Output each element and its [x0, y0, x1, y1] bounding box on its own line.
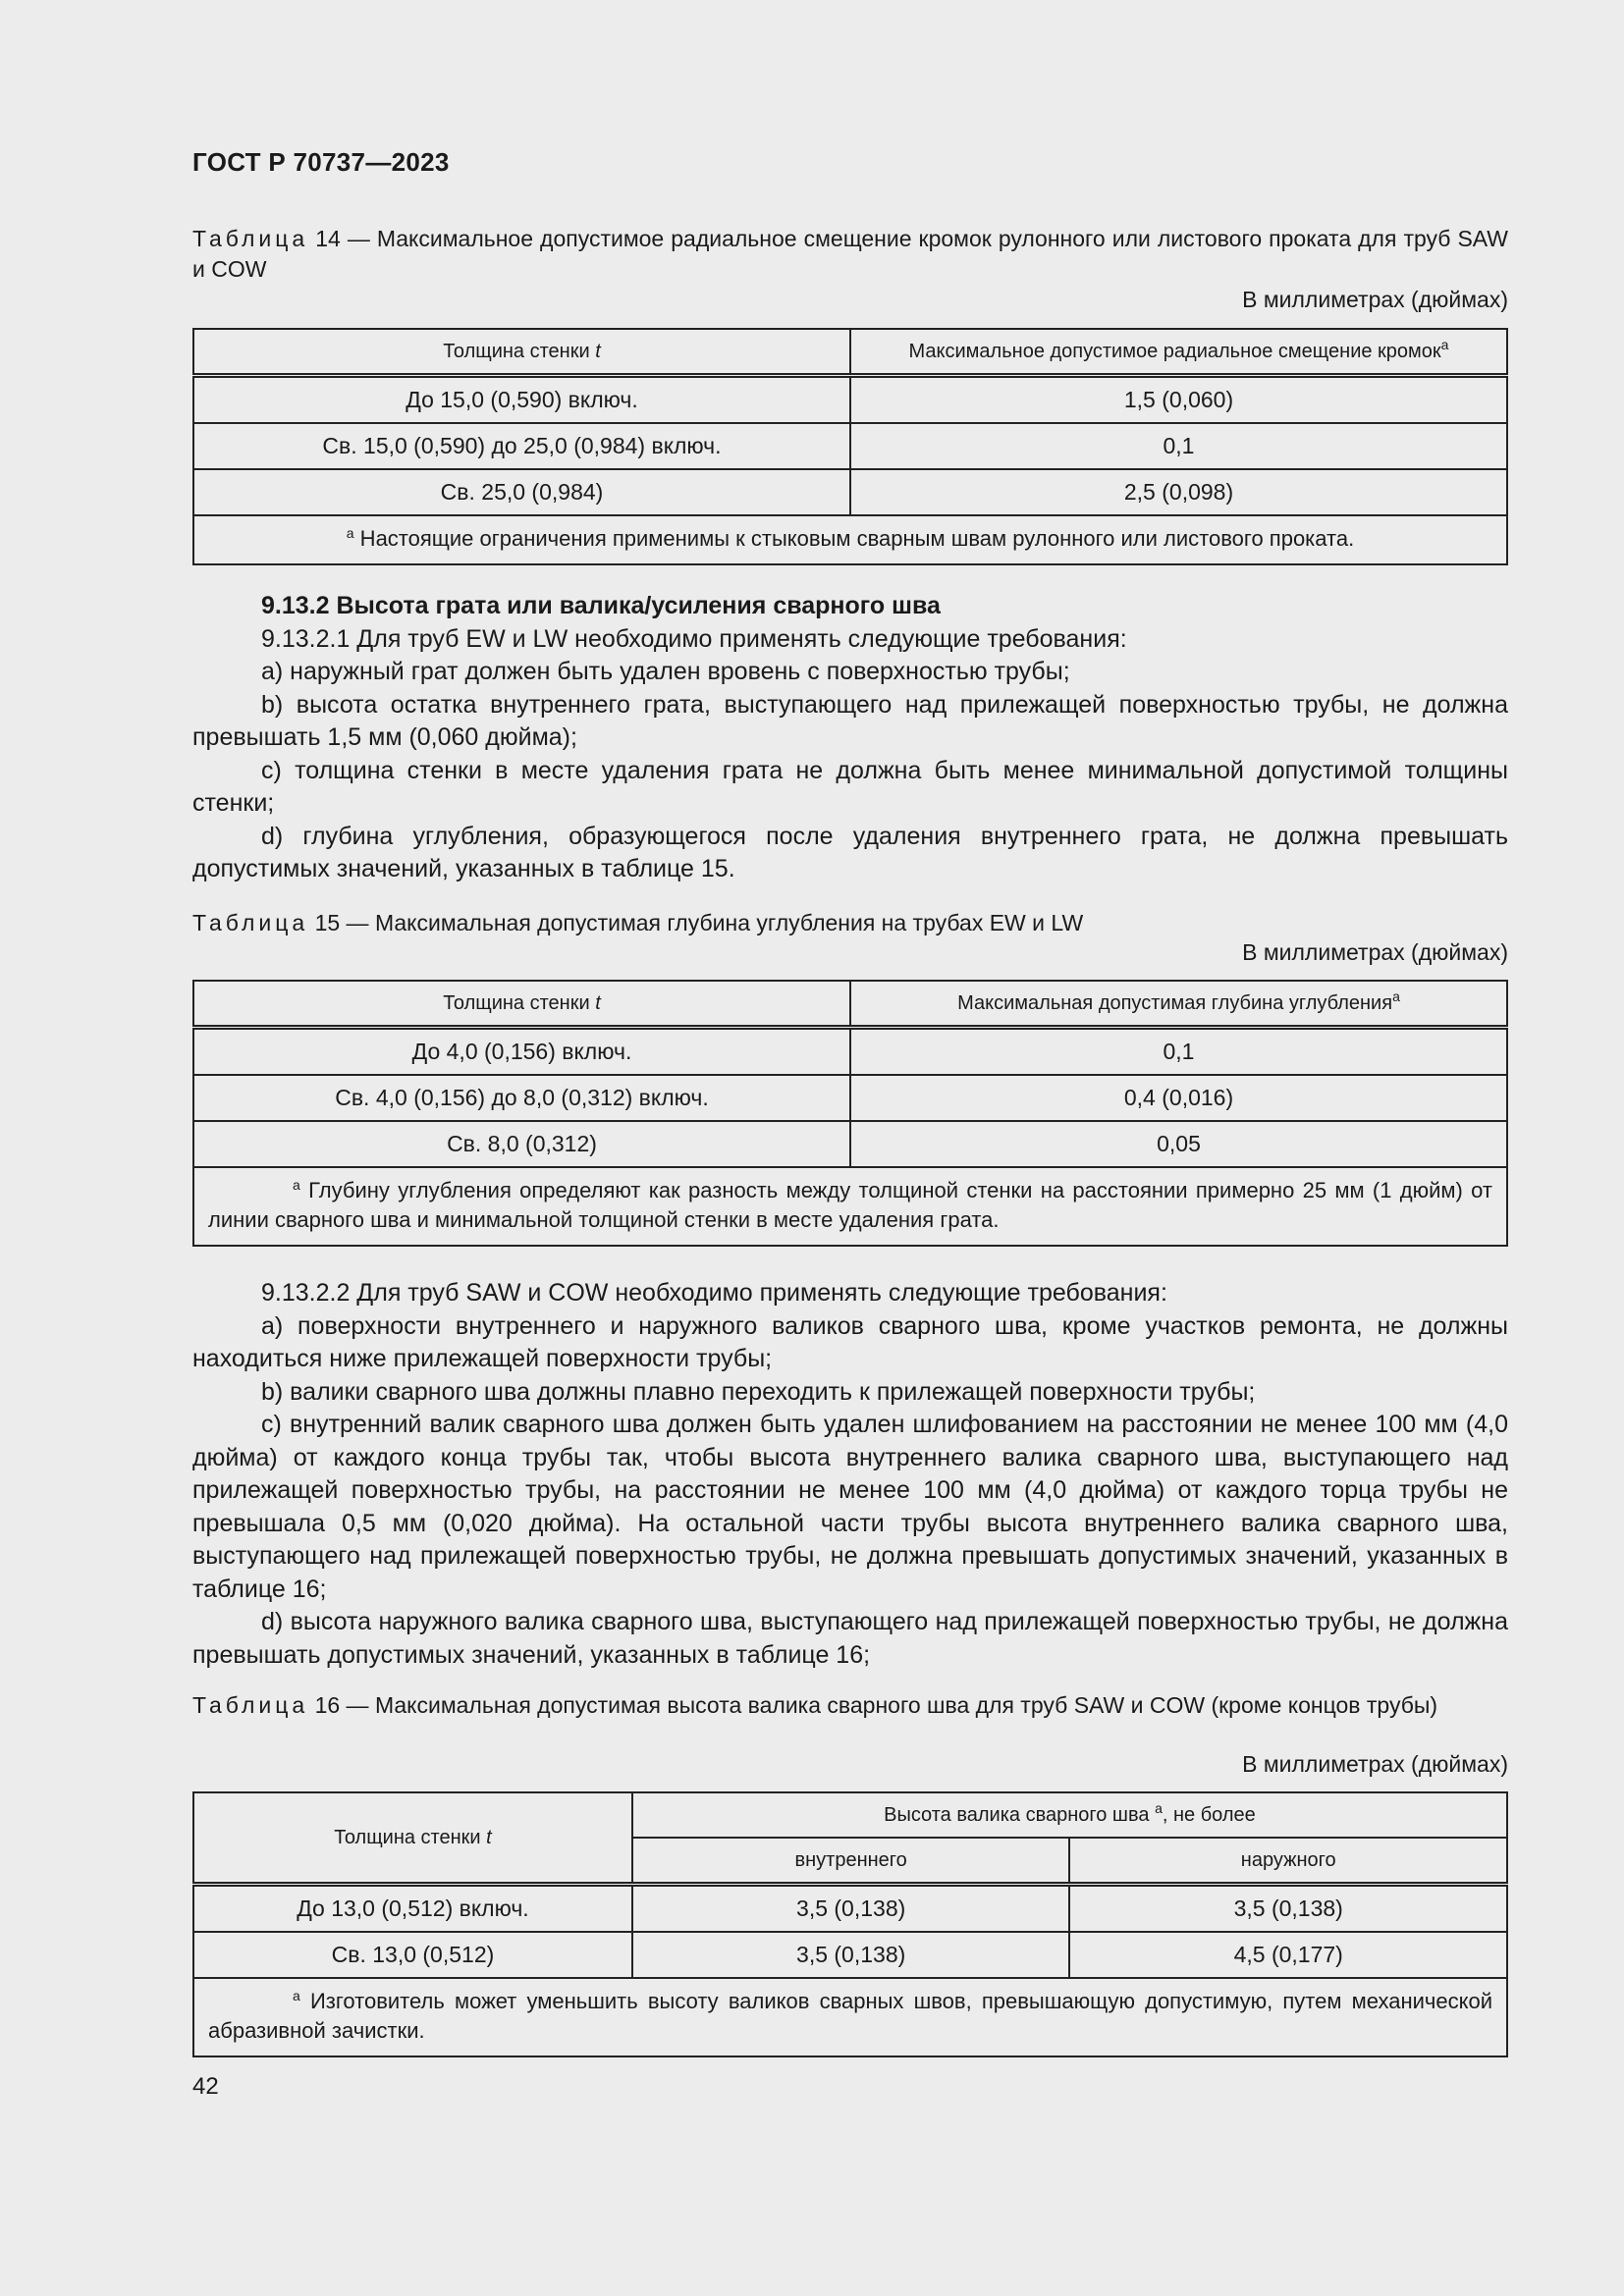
table15-units: В миллиметрах (дюймах)	[1242, 939, 1508, 965]
table15-col-depth: Максимальная допустимая глубина углубления$^a$	[850, 981, 1507, 1028]
table16-units: В миллиметрах (дюймах)	[1242, 1751, 1508, 1777]
table-row: Св. 4,0 (0,156) до 8,0 (0,312) включ. 0,4 (0,016)	[193, 1075, 1507, 1121]
table16-col-outer: наружного	[1069, 1838, 1507, 1885]
table15-caption: Таблица 15 — Максимальная допустимая глубина углубления на трубах EW и LW	[192, 910, 1084, 935]
table14-col-offset: Максимальное допустимое радиальное смещение кромок$^a$	[850, 329, 1507, 376]
section-heading: 9.13.2 Высота грата или валика/усиления сварного шва	[261, 592, 941, 619]
table14-footnote: $^a$ Настоящие ограничения применимы к стыковым сварным швам рулонного или листового проката.	[193, 515, 1507, 564]
section-9-13-2: 9.13.2 Высота грата или валика/усиления сварного шва 9.13.2.1 Для труб EW и LW необходимо применять следующие требования: a) наружный грат должен быть удален вровень с поверхностью трубы; b) высота остатка внутреннего грата, выступающего над прилежащей поверхностью трубы, не должна превышать 1,5 мм (0,060 дюйма); c) толщина стенки в месте удаления грата не должна быть менее минимальной допустимой толщины стенки; d) глубина углубления, образующегося после удаления внутреннего грата, не должна превышать допустимых значений, указанных в таблице 15.	[192, 592, 1508, 882]
section-9-13-2-2: 9.13.2.2 Для труб SAW и COW необходимо применять следующие требования: a) поверхности внутреннего и наружного валиков сварного шва, кроме участков ремонта, не должны находиться ниже прилежащей поверхности трубы; b) валики сварного шва должны плавно переходить к прилежащей поверхности трубы; c) внутренний валик сварного шва должен быть удален шлифованием на расстоянии не менее 100 мм (4,0 дюйма) от каждого конца трубы так, чтобы высота внутреннего валика сварного шва, выступающего над прилежащей поверхностью трубы, на расстоянии не менее 100 мм (4,0 дюйма) от каждого торца трубы не превышала 0,5 мм (0,020 дюйма). На остальной части трубы высота внутреннего валика сварного шва, выступающего над прилежащей поверхностью трубы, не должна превышать допустимых значений, указанных в таблице 16; d) высота наружного валика сварного шва, выступающего над прилежащей поверхностью трубы, не должна превышать допустимых значений, указанных в таблице 16;	[192, 1279, 1508, 1669]
table16-col-inner: внутреннего	[632, 1838, 1070, 1885]
table-14	[192, 328, 1508, 565]
document-code: ГОСТ Р 70737—2023	[192, 147, 450, 177]
table14-col-thickness: Толщина стенки t	[193, 329, 850, 376]
table-row: До 4,0 (0,156) включ. 0,1	[193, 1028, 1507, 1076]
page-number: 42	[192, 2073, 219, 2100]
table14-units: В миллиметрах (дюймах)	[1242, 287, 1508, 312]
table16-col-group-height: Высота валика сварного шва $^a$, не более	[632, 1792, 1507, 1838]
table-row: До 13,0 (0,512) включ. 3,5 (0,138) 3,5 (0,138)	[193, 1885, 1507, 1933]
table-row: Св. 8,0 (0,312) 0,05	[193, 1121, 1507, 1167]
table-row: Св. 13,0 (0,512) 3,5 (0,138) 4,5 (0,177)	[193, 1932, 1507, 1978]
table14-caption: Таблица 14 — Максимальное допустимое радиальное смещение кромок рулонного или листового проката для труб SAW и COW	[192, 226, 1509, 282]
table-16	[192, 1791, 1508, 2057]
table-row: Св. 15,0 (0,590) до 25,0 (0,984) включ. 0,1	[193, 423, 1507, 469]
table-row: Св. 25,0 (0,984) 2,5 (0,098)	[193, 469, 1507, 515]
table-15	[192, 980, 1508, 1247]
table16-col-thickness: Толщина стенки t	[193, 1792, 632, 1885]
table16-footnote: $^a$ Изготовитель может уменьшить высоту валиков сварных швов, превышающую допустимую, путем механической абразивной зачистки.	[193, 1978, 1507, 2056]
table15-footnote: $^a$ Глубину углубления определяют как разность между толщиной стенки на расстоянии примерно 25 мм (1 дюйм) от линии сварного шва и минимальной толщиной стенки в месте удаления грата.	[193, 1167, 1507, 1246]
table15-col-thickness: Толщина стенки t	[193, 981, 850, 1028]
table16-caption: Таблица 16 — Максимальная допустимая высота валика сварного шва для труб SAW и COW (кроме концов трубы)	[192, 1692, 1438, 1718]
table-row: До 15,0 (0,590) включ. 1,5 (0,060)	[193, 376, 1507, 424]
